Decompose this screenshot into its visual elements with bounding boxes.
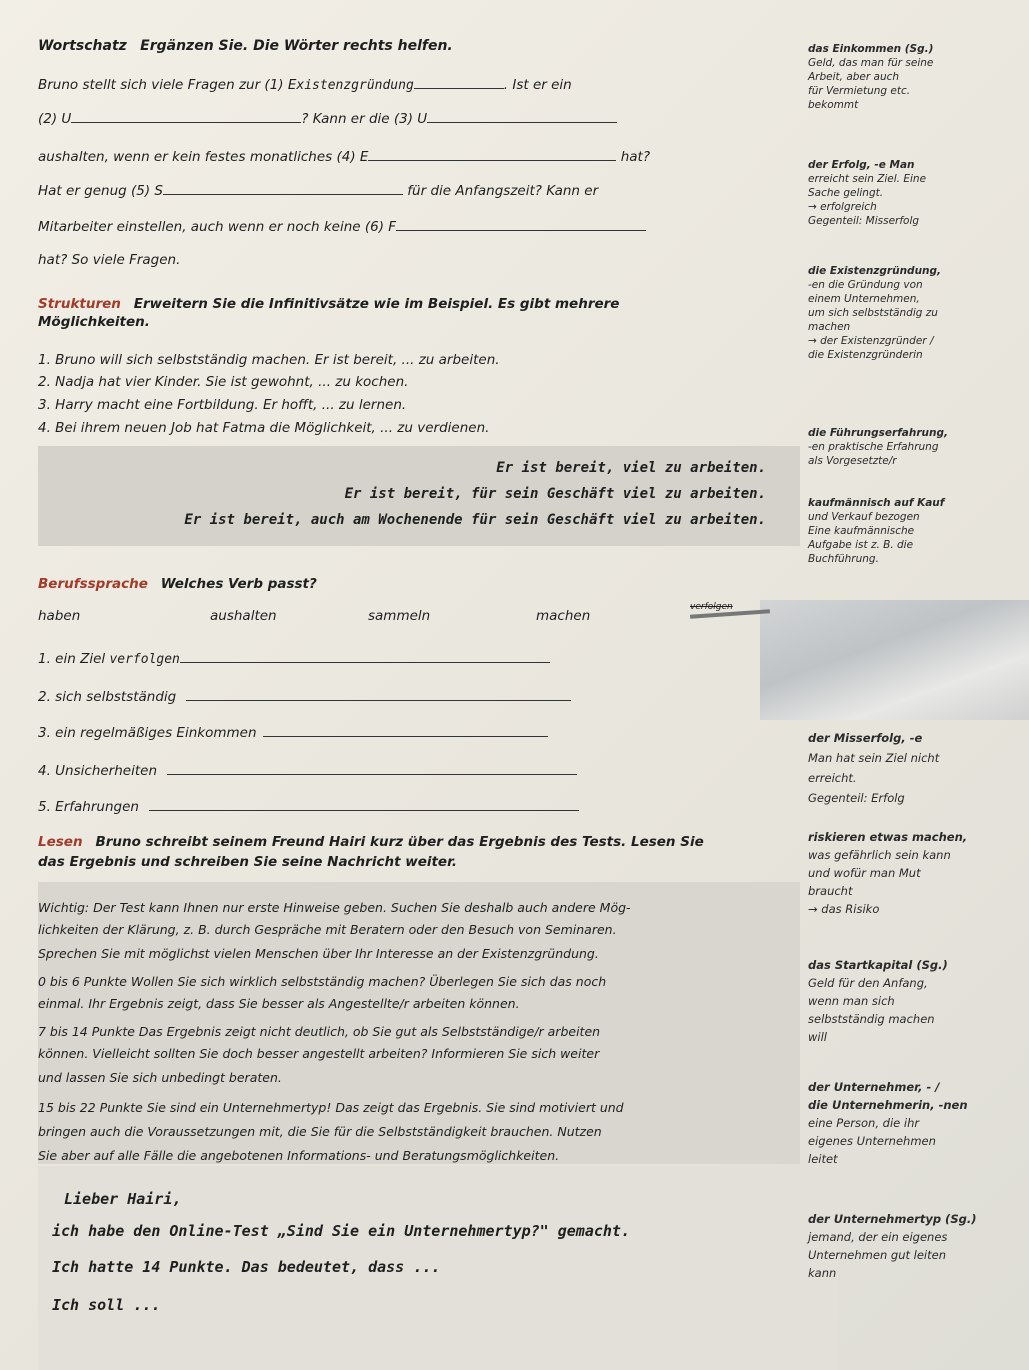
gloss-existenz [808, 264, 941, 362]
gloss-term: der Erfolg, -e Man [808, 159, 915, 171]
letter-line-1: ich habe den Online-Test „Sind Sie ein Unternehmertyp?" gemacht. [52, 1222, 630, 1240]
gloss-def: machen [808, 321, 851, 333]
blank-4[interactable] [368, 146, 616, 161]
letter-line-3: Ich soll ... [52, 1296, 161, 1314]
box-line-10: bringen auch die Voraussetzungen mit, die Sie für die Selbstständigkeit brauchen. Nutzen [38, 1124, 602, 1139]
gloss-def: und wofür man Mut [808, 866, 921, 880]
gloss-def: Gegenteil: Erfolg [808, 791, 905, 805]
verb-verfolgen: verfolgen [690, 602, 733, 612]
gloss-fuehrung [808, 426, 948, 468]
wortschatz-instruction: Ergänzen Sie. Die Wörter rechts helfen. [140, 38, 453, 54]
box-line-8: und lassen Sie sich unbedingt beraten. [38, 1070, 282, 1085]
gloss-def: will [808, 1030, 827, 1044]
berufssprache-item-5 [38, 796, 579, 815]
gloss-def: für Vermietung etc. [808, 85, 911, 97]
berufssprache-heading: Berufssprache [38, 576, 148, 592]
gloss-def: was gefährlich sein kann [808, 848, 951, 862]
wortschatz-line-1 [38, 74, 572, 93]
gloss-term: kaufmännisch auf Kauf [808, 497, 945, 509]
gloss-def: Man hat sein Ziel nicht [808, 751, 940, 765]
box-line-4: 0 bis 6 Punkte Wollen Sie sich wirklich selbstständig machen? Überlegen Sie sich das noch [38, 974, 607, 989]
lesen-instruction: Bruno schreibt seinem Freund Hairi kurz über das Ergebnis des Tests. Lesen Sie [95, 834, 704, 850]
wortschatz-text: Bruno stellt sich viele Fragen zur (1) E [38, 77, 297, 93]
answer-1: xistenzgründung [296, 78, 414, 93]
gloss-def: Unternehmen gut leiten [808, 1248, 946, 1262]
gloss-def: eigenes Unternehmen [808, 1134, 936, 1148]
blank-b2[interactable] [186, 686, 571, 701]
lesen-instruction-2: das Ergebnis und schreiben Sie seine Nachricht weiter. [38, 854, 457, 870]
strukturen-heading-line [38, 296, 619, 312]
wortschatz-line-6 [38, 252, 180, 268]
gloss-def: Arbeit, aber auch [808, 71, 900, 83]
gloss-einkommen [808, 42, 933, 112]
blank-b4[interactable] [167, 760, 577, 775]
blank-2[interactable] [71, 108, 301, 123]
box-line-5: einmal. Ihr Ergebnis zeigt, dass Sie besser als Angestellte/r arbeiten können. [38, 996, 520, 1011]
verb-sammeln: sammeln [368, 608, 431, 624]
gloss-def: → der Existenzgründer / [808, 335, 934, 347]
calculator-photo [760, 600, 1029, 720]
gloss-term: die Existenzgründung, [808, 265, 942, 277]
wortschatz-line-2 [38, 108, 617, 127]
gloss-misserfolg [808, 728, 939, 808]
gloss-def: Eine kaufmännische [808, 525, 915, 537]
strukturen-item-4: 4. Bei ihrem neuen Job hat Fatma die Möglichkeit, ... zu verdienen. [38, 420, 490, 436]
box-line-9: 15 bis 22 Punkte Sie sind ein Unternehmertyp! Das zeigt das Ergebnis. Sie sind motiviert und [38, 1100, 624, 1115]
strukturen-instruction: Erweitern Sie die Infinitivsätze wie im Beispiel. Es gibt mehrere [133, 296, 620, 312]
box-line-3: Sprechen Sie mit möglichst vielen Menschen über Ihr Interesse an der Existenzgründung. [38, 946, 599, 961]
item-label: 3. ein regelmäßiges Einkommen [38, 725, 257, 741]
gloss-def: und Verkauf bezogen [808, 511, 920, 523]
wortschatz-text: aushalten, wenn er kein festes monatliches (4) E [38, 149, 369, 165]
strukturen-item-1: 1. Bruno will sich selbstständig machen. Er ist bereit, ... zu arbeiten. [38, 352, 500, 368]
gloss-def: → erfolgreich [808, 201, 877, 213]
item-label: 2. sich selbstständig [38, 689, 177, 705]
wortschatz-text: Hat er genug (5) S [38, 183, 163, 199]
strukturen-item-3: 3. Harry macht eine Fortbildung. Er hofft, ... zu lernen. [38, 397, 407, 413]
gloss-term: das Startkapital (Sg.) [808, 958, 948, 972]
verb-haben: haben [38, 608, 81, 624]
gloss-def: bekommt [808, 99, 859, 111]
gloss-startkapital [808, 956, 948, 1046]
gloss-term: das Einkommen (Sg.) [808, 43, 934, 55]
gloss-def: jemand, der ein eigenes [808, 1230, 948, 1244]
gloss-riskieren [808, 828, 967, 918]
blank-6[interactable] [396, 216, 646, 231]
blank-5[interactable] [163, 180, 403, 195]
gloss-def: die Existenzgründerin [808, 349, 923, 361]
example-1: Er ist bereit, viel zu arbeiten. [496, 460, 766, 476]
gloss-def: erreicht. [808, 771, 857, 785]
gloss-def: Aufgabe ist z. B. die [808, 539, 914, 551]
blank-b3[interactable] [263, 722, 548, 737]
gloss-def: -en die Gründung von [808, 279, 923, 291]
lesen-heading-line [38, 834, 704, 850]
blank-3[interactable] [427, 108, 617, 123]
gloss-def: wenn man sich [808, 994, 895, 1008]
gloss-def: braucht [808, 884, 853, 898]
berufssprache-instruction: Welches Verb passt? [160, 576, 317, 592]
wortschatz-line-4 [38, 180, 598, 199]
gloss-def: als Vorgesetzte/r [808, 455, 897, 467]
wortschatz-text: hat? [620, 149, 650, 165]
wortschatz-text: ? Kann er die (3) U [301, 111, 428, 127]
blank-b1[interactable] [180, 648, 550, 663]
gloss-term: die Führungserfahrung, [808, 427, 948, 439]
gloss-term: der Misserfolg, -e [808, 731, 923, 745]
blank-1[interactable] [414, 74, 504, 89]
letter-greeting: Lieber Hairi, [64, 1190, 182, 1208]
wortschatz-heading: Wortschatz [38, 38, 127, 54]
box-line-7: können. Vielleicht sollten Sie doch besser angestellt arbeiten? Informieren Sie sich weiter [38, 1046, 600, 1061]
item-label: 1. ein Ziel [38, 651, 106, 667]
wortschatz-text: für die Anfangszeit? Kann er [407, 183, 599, 199]
gloss-term: der Unternehmer, - / [808, 1080, 940, 1094]
gloss-def: Geld, das man für seine [808, 57, 934, 69]
gloss-def: Buchführung. [808, 553, 879, 565]
strukturen-instruction-2: Möglichkeiten. [38, 314, 150, 330]
strukturen-heading: Strukturen [38, 296, 121, 312]
wortschatz-text: Mitarbeiter einstellen, auch wenn er noch keine (6) F [38, 219, 397, 235]
gloss-def: um sich selbstständig zu [808, 307, 938, 319]
berufssprache-item-1 [38, 648, 550, 667]
gloss-kaufm [808, 496, 944, 566]
gloss-def: -en praktische Erfahrung [808, 441, 939, 453]
example-2: Er ist bereit, für sein Geschäft viel zu arbeiten. [344, 486, 766, 502]
verb-aushalten: aushalten [210, 608, 277, 624]
box-line-2: lichkeiten der Klärung, z. B. durch Gespräche mit Beratern oder den Besuch von Seminaren. [38, 922, 617, 937]
gloss-def: erreicht sein Ziel. Eine [808, 173, 927, 185]
gloss-def: → das Risiko [808, 902, 880, 916]
wortschatz-line-5 [38, 216, 646, 235]
strukturen-item-2: 2. Nadja hat vier Kinder. Sie ist gewohnt, ... zu kochen. [38, 374, 409, 390]
berufssprache-heading-line [38, 576, 317, 592]
gloss-def: kann [808, 1266, 837, 1280]
box-line-11: Sie aber auf alle Fälle die angebotenen Informations- und Beratungsmöglichkeiten. [38, 1148, 560, 1163]
blank-b5[interactable] [149, 796, 579, 811]
verb-machen: machen [536, 608, 591, 624]
gloss-erfolg [808, 158, 926, 228]
berufssprache-item-3 [38, 722, 548, 741]
example-3: Er ist bereit, auch am Wochenende für sein Geschäft viel zu arbeiten. [184, 512, 766, 528]
item-label: 5. Erfahrungen [38, 799, 139, 815]
gloss-unternehmer [808, 1078, 968, 1168]
box-line-1: Wichtig: Der Test kann Ihnen nur erste Hinweise geben. Suchen Sie deshalb auch andere Mög- [38, 900, 631, 915]
gloss-def: selbstständig machen [808, 1012, 935, 1026]
wortschatz-line-3 [38, 146, 650, 165]
gloss-def: Gegenteil: Misserfolg [808, 215, 920, 227]
gloss-typ [808, 1210, 976, 1282]
gloss-def: eine Person, die ihr [808, 1116, 920, 1130]
gloss-term: die Unternehmerin, -nen [808, 1098, 968, 1112]
answer-verfolgen: verfolgen [109, 652, 180, 667]
gloss-def: Geld für den Anfang, [808, 976, 928, 990]
gloss-def: einem Unternehmen, [808, 293, 920, 305]
berufssprache-item-2 [38, 686, 571, 705]
lesen-heading: Lesen [38, 834, 83, 850]
gloss-term: der Unternehmertyp (Sg.) [808, 1212, 977, 1226]
wortschatz-text: (2) U [38, 111, 72, 127]
letter-line-2: Ich hatte 14 Punkte. Das bedeutet, dass ... [52, 1258, 441, 1276]
wortschatz-heading-line [38, 38, 453, 54]
item-label: 4. Unsicherheiten [38, 763, 157, 779]
box-line-6: 7 bis 14 Punkte Das Ergebnis zeigt nicht deutlich, ob Sie gut als Selbstständige/r arbeiten [38, 1024, 601, 1039]
gloss-def: Sache gelingt. [808, 187, 884, 199]
berufssprache-item-4 [38, 760, 577, 779]
wortschatz-text: . Ist er ein [503, 77, 572, 93]
gloss-term: riskieren etwas machen, [808, 830, 968, 844]
gloss-def: leitet [808, 1152, 838, 1166]
wortschatz-text: hat? So viele Fragen. [38, 252, 181, 268]
